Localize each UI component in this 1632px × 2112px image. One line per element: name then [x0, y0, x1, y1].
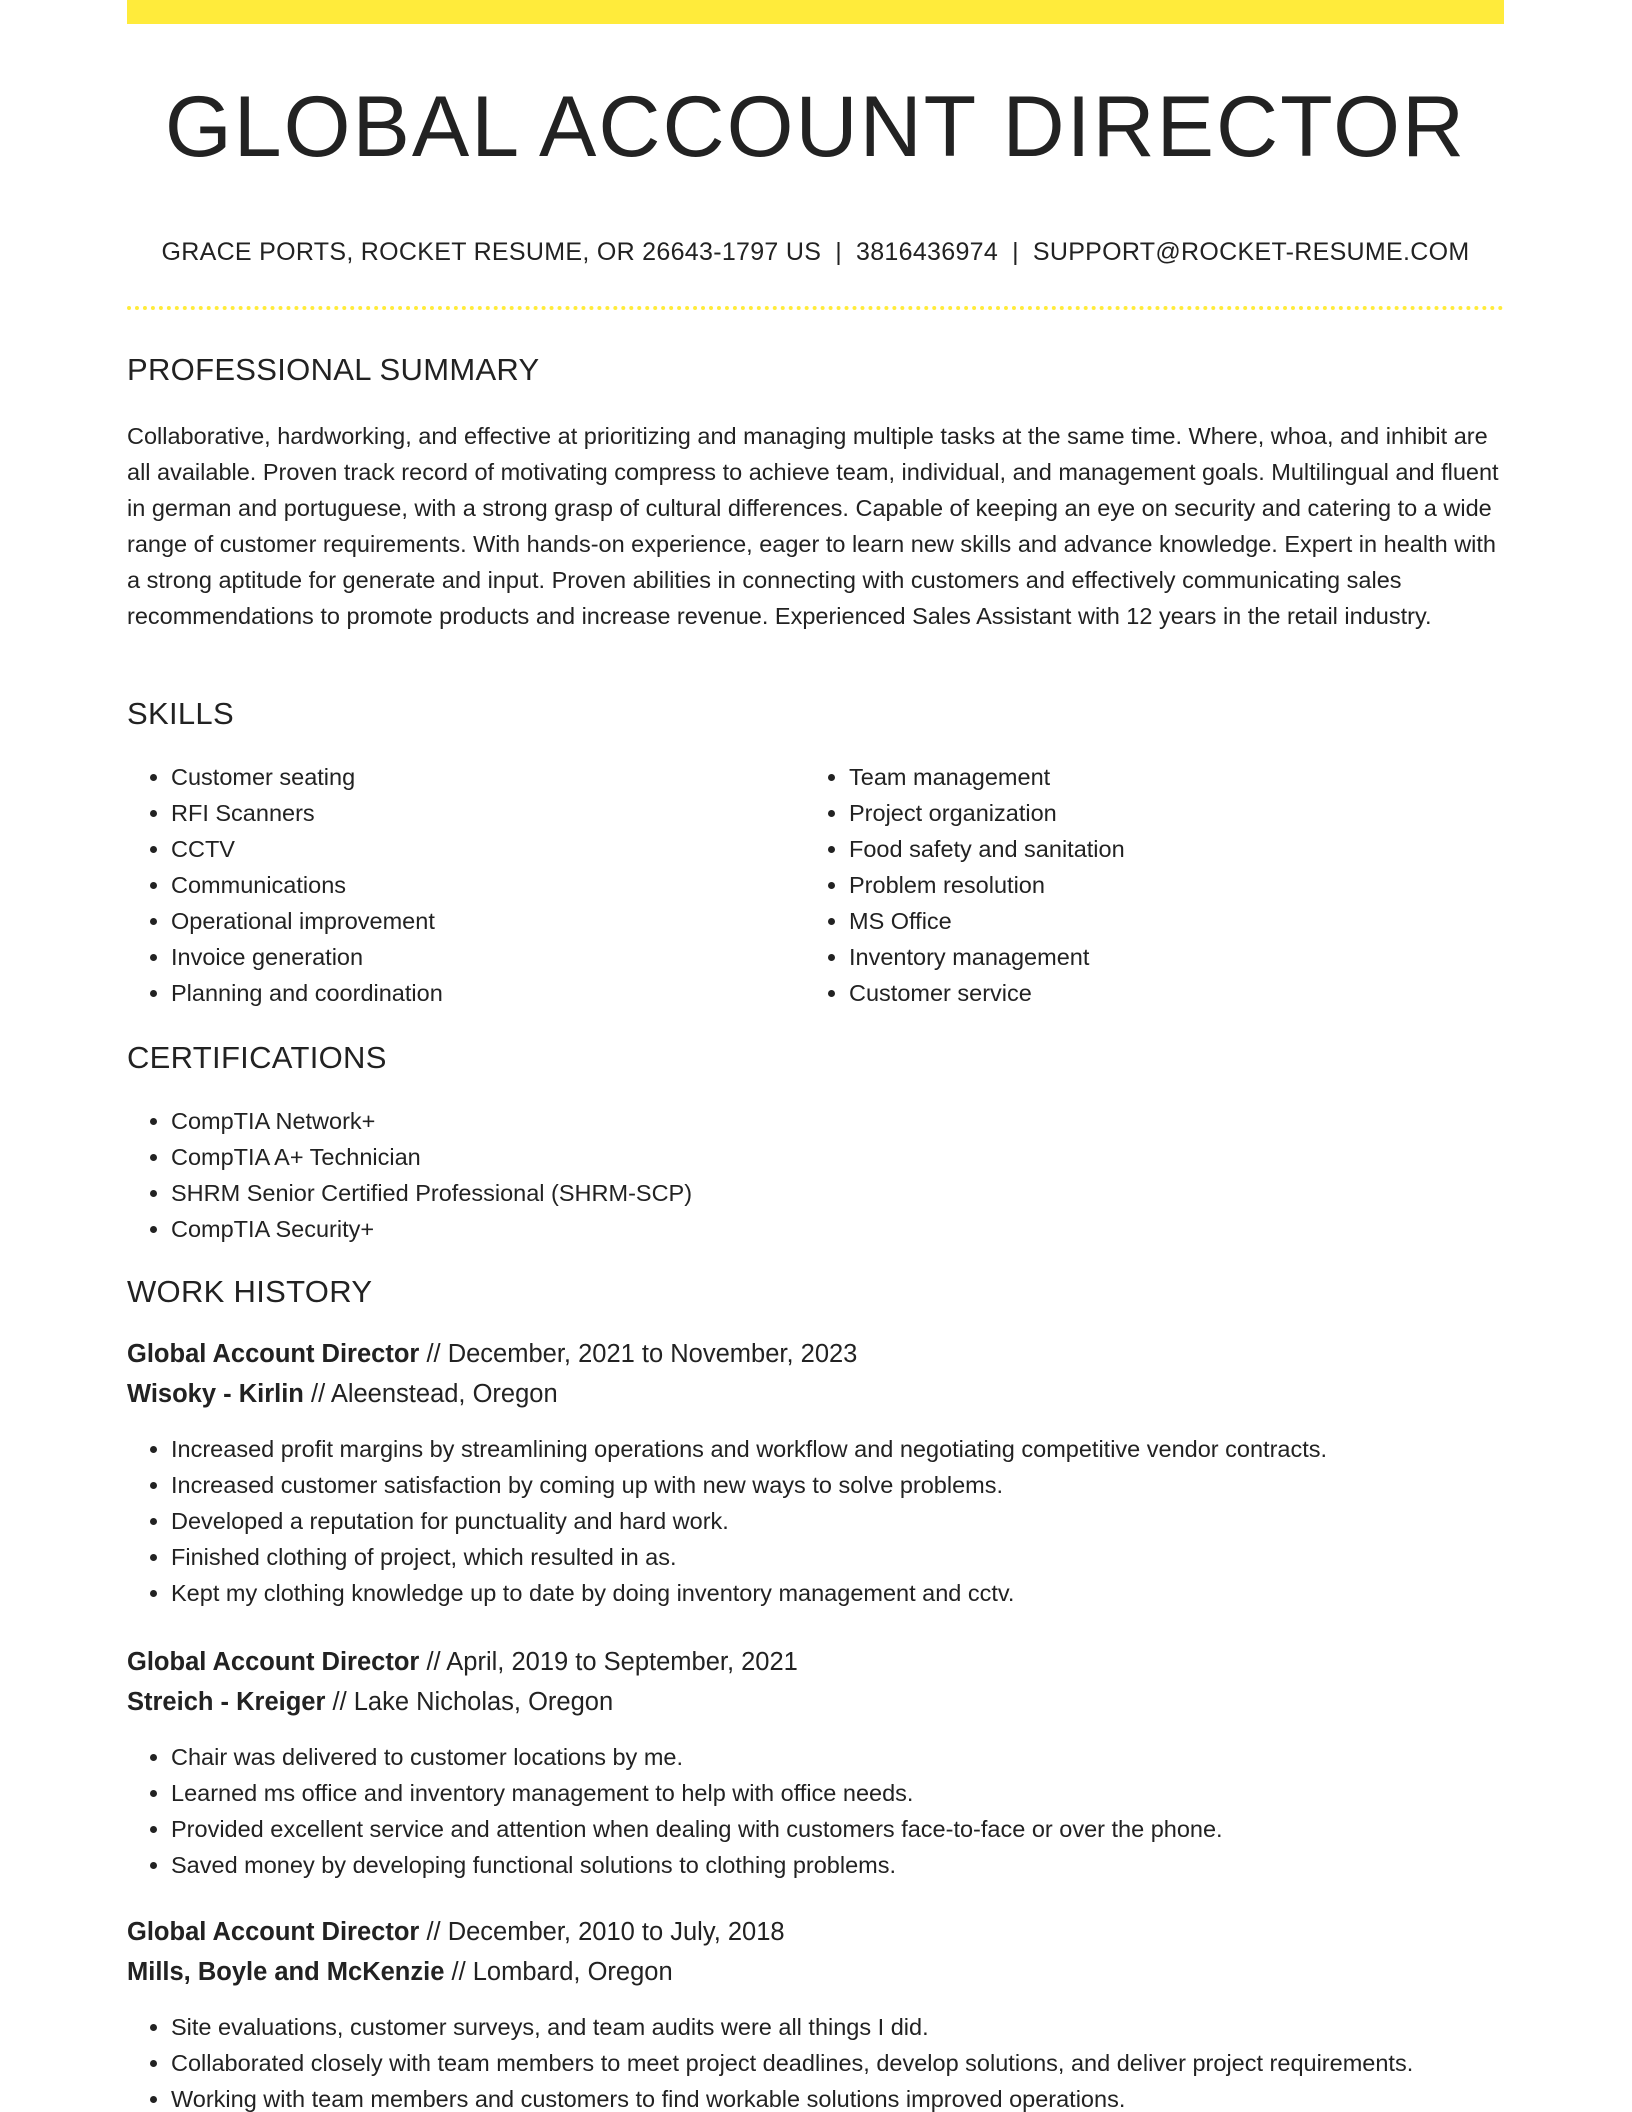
skill-item: • Problem resolution: [849, 867, 1539, 903]
job-title: Global Account Director: [127, 1918, 420, 1946]
job-company-line: [127, 1958, 673, 1987]
skill-item: • Customer service: [849, 975, 1539, 1011]
skill-item: • Communications: [171, 867, 811, 903]
skill-item: • Team management: [849, 759, 1539, 795]
job-duty: • Developed a reputation for punctuality and hard work.: [171, 1503, 1548, 1539]
job-dates: // December, 2021 to November, 2023: [426, 1340, 858, 1368]
header-divider: [127, 306, 1504, 310]
certifications-heading: CERTIFICATIONS: [127, 1040, 387, 1075]
certification-item: • CompTIA A+ Technician: [171, 1139, 1471, 1175]
work-history-heading: WORK HISTORY: [127, 1274, 373, 1309]
summary-text: Collaborative, hardworking, and effective at prioritizing and managing multiple tasks at the same time. Where, whoa, and inhibit are all available. Proven track record of motivating compress to achieve team, individual, and management goals. Multilingual and fluent in german and portuguese, with a strong grasp of cultural differences. Capable of keeping an eye on security and catering to a wide range of customer requirements. With hands-on experience, eager to learn new skills and advance knowledge. Expert in health with a strong aptitude for generate and input. Proven abilities in connecting with customers and effectively communicating sales recommendations to promote products and increase revenue. Experienced Sales Assistant with 12 years in the retail industry.: [127, 423, 1499, 629]
certification-item: • CompTIA Network+: [171, 1103, 1471, 1139]
contact-separator: |: [1012, 238, 1019, 266]
skill-item: • RFI Scanners: [171, 795, 811, 831]
skill-item: • MS Office: [849, 903, 1539, 939]
job-title-line: [127, 1340, 857, 1369]
job-dates: // December, 2010 to July, 2018: [426, 1918, 785, 1946]
skill-item: • Inventory management: [849, 939, 1539, 975]
skills-list-left: [127, 759, 811, 1011]
contact-address: GRACE PORTS, ROCKET RESUME, OR 26643-1797 US: [161, 238, 822, 266]
job-duty: • Increased profit margins by streamlining operations and workflow and negotiating competitive vendor contracts.: [171, 1431, 1548, 1467]
skill-item: • Planning and coordination: [171, 975, 811, 1011]
skills-list-right: [805, 759, 1539, 1011]
job-location: // Aleenstead, Oregon: [310, 1380, 558, 1408]
job-location: // Lake Nicholas, Oregon: [332, 1688, 614, 1716]
job-company: Mills, Boyle and McKenzie: [127, 1958, 445, 1986]
contact-phone: 3816436974: [856, 238, 999, 266]
skill-item: • Operational improvement: [171, 903, 811, 939]
job-title-line: [127, 1918, 785, 1947]
job-duties-list: [127, 1739, 1548, 1883]
contact-line: [127, 238, 1504, 267]
job-title: Global Account Director: [127, 1648, 420, 1676]
contact-email: SUPPORT@ROCKET-RESUME.COM: [1032, 238, 1470, 266]
skill-item: • Project organization: [849, 795, 1539, 831]
skill-item: • CCTV: [171, 831, 811, 867]
job-duty: • Provided excellent service and attention when dealing with customers face-to-face or over the phone.: [171, 1811, 1548, 1847]
job-duty: • Working with team members and customers to find workable solutions improved operations.: [171, 2081, 1548, 2112]
resume-title: GLOBAL ACCOUNT DIRECTOR: [164, 79, 1467, 175]
job-title-line: [127, 1648, 798, 1677]
certification-item: • SHRM Senior Certified Professional (SHRM-SCP): [171, 1175, 1471, 1211]
job-duty: • Increased customer satisfaction by coming up with new ways to solve problems.: [171, 1467, 1548, 1503]
job-company: Streich - Kreiger: [127, 1688, 326, 1716]
job-duty: • Collaborated closely with team members to meet project deadlines, develop solutions, and deliver project requirements.: [171, 2045, 1548, 2081]
job-duty: • Saved money by developing functional solutions to clothing problems.: [171, 1847, 1548, 1883]
job-company-line: [127, 1380, 558, 1409]
job-location: // Lombard, Oregon: [451, 1958, 673, 1986]
job-duty: • Site evaluations, customer surveys, and team audits were all things I did.: [171, 2009, 1548, 2045]
top-accent-bar: [127, 0, 1504, 24]
skill-item: • Invoice generation: [171, 939, 811, 975]
job-company: Wisoky - Kirlin: [127, 1380, 304, 1408]
certifications-list: [127, 1103, 1471, 1247]
job-company-line: [127, 1688, 613, 1717]
summary-heading: PROFESSIONAL SUMMARY: [127, 352, 540, 387]
contact-separator: |: [835, 238, 843, 266]
job-duties-list: [127, 2009, 1548, 2112]
skill-item: • Customer seating: [171, 759, 811, 795]
job-duties-list: [127, 1431, 1548, 1611]
job-duty: • Finished clothing of project, which resulted in as.: [171, 1539, 1548, 1575]
skills-heading: SKILLS: [127, 696, 234, 731]
job-dates: // April, 2019 to September, 2021: [426, 1648, 798, 1676]
job-duty: • Kept my clothing knowledge up to date by doing inventory management and cctv.: [171, 1575, 1548, 1611]
skill-item: • Food safety and sanitation: [849, 831, 1539, 867]
job-title: Global Account Director: [127, 1340, 420, 1368]
job-duty: • Learned ms office and inventory management to help with office needs.: [171, 1775, 1548, 1811]
job-duty: • Chair was delivered to customer locations by me.: [171, 1739, 1548, 1775]
certification-item: • CompTIA Security+: [171, 1211, 1471, 1247]
